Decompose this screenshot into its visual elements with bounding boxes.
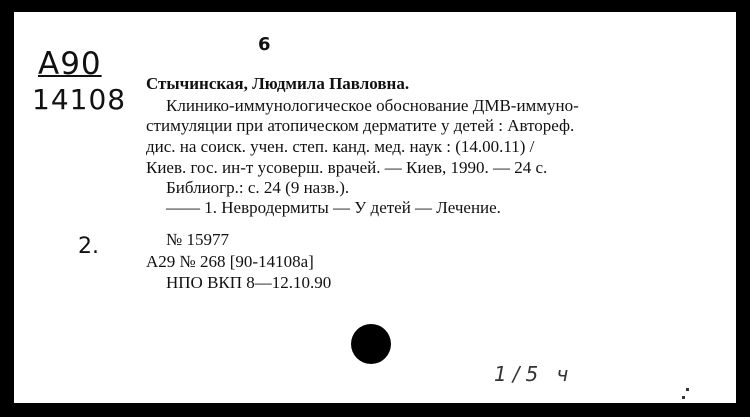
scan-speck [682, 396, 685, 399]
entry-line-4: Киев. гос. ин-т усоверш. врачей. — Киев, 1990. — 24 с. [146, 158, 548, 177]
entry-line-6: —— 1. Невродермиты — У детей — Лечение. [166, 198, 501, 217]
entry-line-2: стимуляции при атопическом дерматите у детей : Автореф. [146, 116, 575, 135]
publisher-number: НПО ВКП 8—12.10.90 [166, 273, 332, 292]
scan-speck [686, 388, 689, 391]
punch-hole [351, 324, 391, 364]
handwritten-number: 14108 [32, 83, 127, 116]
handwritten-top-mark: 6 [258, 34, 271, 55]
inventory-number: № 15977 [166, 230, 229, 249]
author-name: Стычинская, Людмила Павловна. [146, 74, 410, 93]
handwritten-shelf-mark: А90 [38, 46, 102, 82]
catalog-card [14, 12, 736, 403]
index-number: А29 № 268 [90-14108а] [146, 252, 314, 271]
entry-line-3: дис. на соиск. учен. степ. канд. мед. наук : (14.00.11) / [146, 137, 535, 156]
handwritten-side-mark: 2. [78, 234, 99, 259]
entry-line-1: Клинико-иммунологическое обоснование ДМВ-иммуно- [166, 96, 579, 115]
entry-line-5: Библиогр.: с. 24 (9 назв.). [166, 178, 350, 197]
handwritten-bottom-scribble: 1/5 ч [494, 362, 575, 386]
